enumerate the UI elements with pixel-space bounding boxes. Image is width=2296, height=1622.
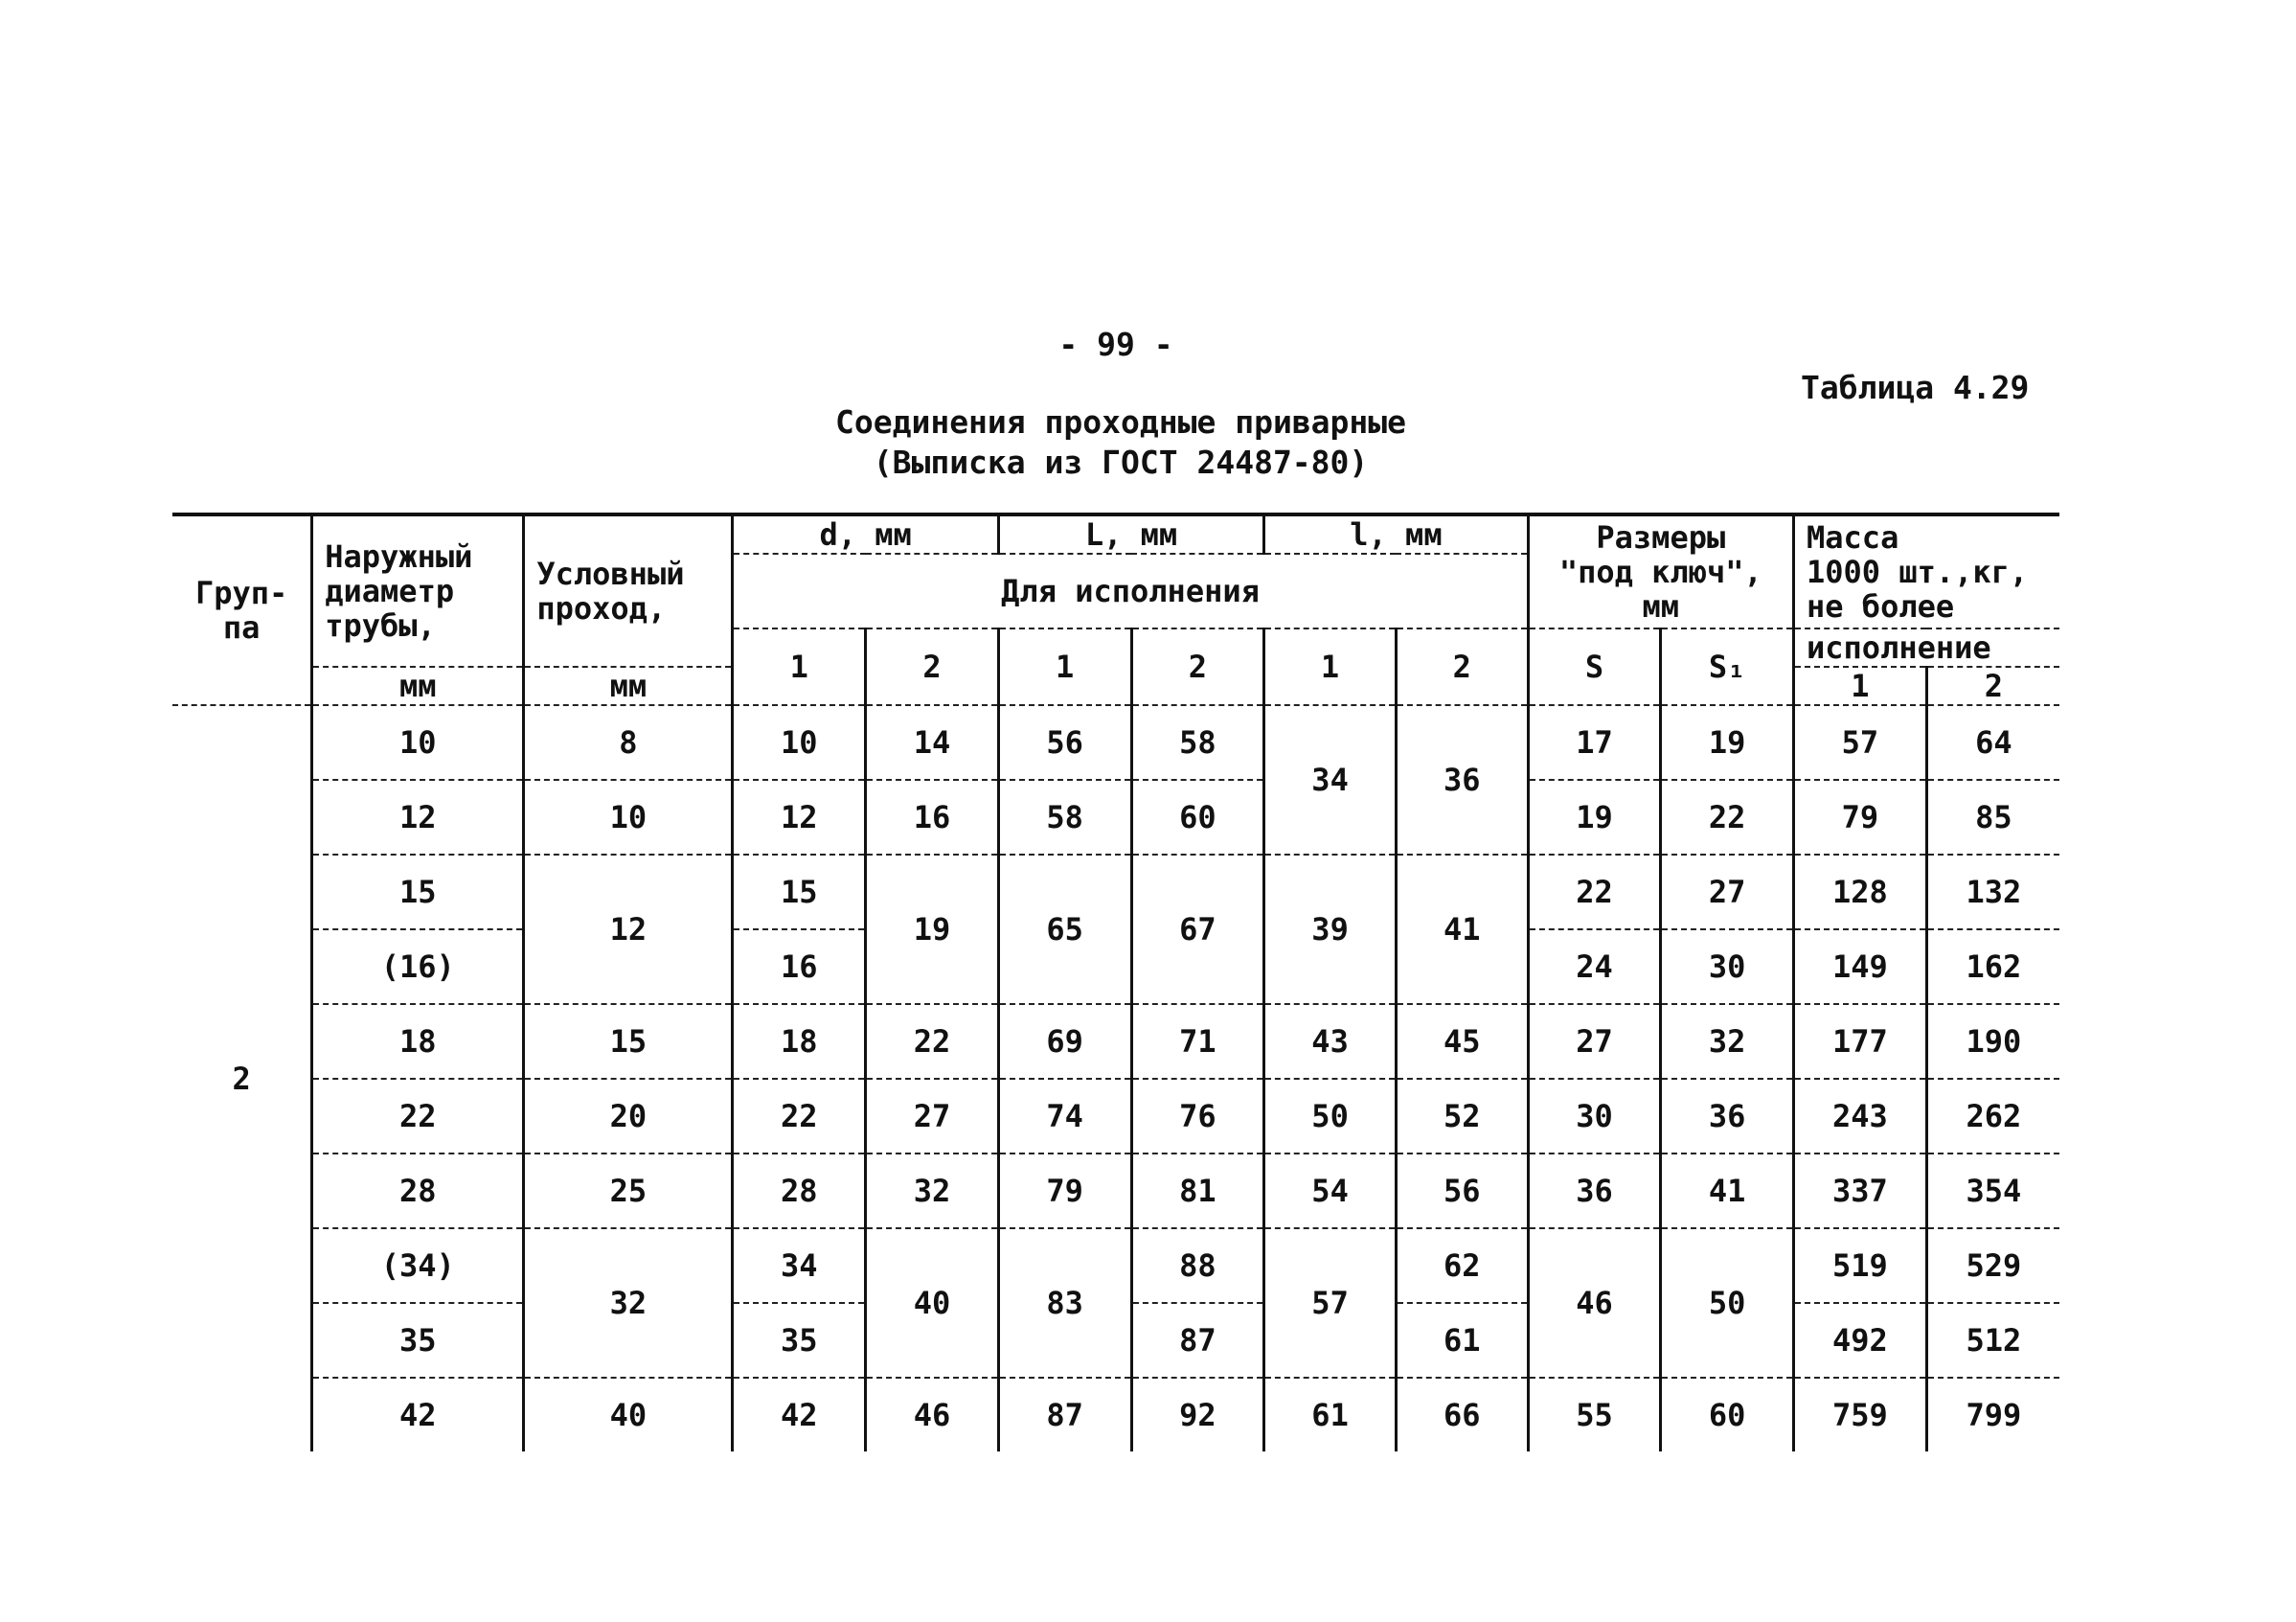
cell-l2: 62 [1396,1228,1528,1303]
cell-l1: 57 [1264,1228,1397,1378]
header-d: d, мм [733,516,998,554]
header-mass-2: 2 [1926,667,2059,705]
cell-S: 24 [1528,929,1661,1004]
header-key-sizes: Размеры "под ключ", мм [1528,516,1793,628]
cell-d1: 42 [733,1378,866,1451]
header-L-2: 2 [1131,628,1264,705]
header-for-version: Для исполнения [733,554,1528,628]
cell-mass2: 85 [1926,780,2059,855]
header-L: L, мм [998,516,1263,554]
cell-l2: 45 [1396,1004,1528,1079]
cell-mass2: 132 [1926,855,2059,929]
cell-L2: 60 [1131,780,1264,855]
cell-L1: 65 [998,855,1131,1004]
header-l-1: 1 [1264,628,1397,705]
cell-S: 27 [1528,1004,1661,1079]
cell-S1: 30 [1661,929,1794,1004]
cell-outer-diameter: (16) [312,929,524,1004]
cell-outer-diameter: (34) [312,1228,524,1303]
cell-mass1: 177 [1794,1004,1927,1079]
header-d-1: 1 [733,628,866,705]
cell-d2: 27 [866,1079,999,1154]
header-l-2: 2 [1396,628,1528,705]
cell-S: 46 [1528,1228,1661,1378]
cell-mass1: 149 [1794,929,1927,1004]
table-body [172,705,2059,1451]
cell-L1: 79 [998,1154,1131,1228]
cell-S: 17 [1528,705,1661,780]
cell-L2: 88 [1131,1228,1264,1303]
cell-S1: 36 [1661,1079,1794,1154]
header-mass-1: 1 [1794,667,1927,705]
header-l: l, мм [1264,516,1528,554]
cell-l2: 66 [1396,1378,1528,1451]
group-cell: 2 [232,1061,251,1097]
cell-d1: 10 [733,705,866,780]
cell-d1: 35 [733,1303,866,1378]
cell-L1: 83 [998,1228,1131,1378]
cell-d2: 46 [866,1378,999,1451]
cell-S1: 60 [1661,1378,1794,1451]
cell-d2: 14 [866,705,999,780]
cell-S: 22 [1528,855,1661,929]
cell-d1: 18 [733,1004,866,1079]
cell-S1: 41 [1661,1154,1794,1228]
cell-mass1: 759 [1794,1378,1927,1451]
cell-outer-diameter: 22 [312,1079,524,1154]
cell-l1: 54 [1264,1154,1397,1228]
cell-mass2: 512 [1926,1303,2059,1378]
header-d-2: 2 [866,628,999,705]
header-nominal-bore-unit: мм [524,667,733,705]
cell-d2: 16 [866,780,999,855]
cell-l2: 56 [1396,1154,1528,1228]
cell-S1: 32 [1661,1004,1794,1079]
cell-mass2: 262 [1926,1079,2059,1154]
cell-mass2: 190 [1926,1004,2059,1079]
header-nominal-bore: Условный проход, [524,516,733,667]
cell-mass1: 128 [1794,855,1927,929]
cell-L2: 76 [1131,1079,1264,1154]
cell-d2: 32 [866,1154,999,1228]
cell-nominal-bore: 20 [524,1079,733,1154]
cell-L2: 92 [1131,1378,1264,1451]
cell-S1: 27 [1661,855,1794,929]
cell-L2: 67 [1131,855,1264,1004]
header-outer-diameter: Наружный диаметр трубы, [312,516,524,667]
page-number: - 99 - [1058,326,1173,363]
cell-L1: 56 [998,705,1131,780]
cell-S: 55 [1528,1378,1661,1451]
cell-outer-diameter: 35 [312,1303,524,1378]
cell-l2: 52 [1396,1079,1528,1154]
cell-nominal-bore: 40 [524,1378,733,1451]
cell-l1: 61 [1264,1378,1397,1451]
cell-mass2: 162 [1926,929,2059,1004]
cell-L2: 58 [1131,705,1264,780]
cell-mass1: 79 [1794,780,1927,855]
cell-mass1: 492 [1794,1303,1927,1378]
header-outer-diameter-unit: мм [312,667,524,705]
header-S1: S₁ [1661,628,1794,705]
cell-L1: 87 [998,1378,1131,1451]
cell-S1: 19 [1661,705,1794,780]
cell-l2: 41 [1396,855,1528,1004]
cell-mass1: 337 [1794,1154,1927,1228]
cell-d2: 19 [866,855,999,1004]
cell-L2: 87 [1131,1303,1264,1378]
cell-outer-diameter: 28 [312,1154,524,1228]
header-L-1: 1 [998,628,1131,705]
cell-l2: 36 [1396,705,1528,855]
cell-nominal-bore: 15 [524,1004,733,1079]
cell-nominal-bore: 10 [524,780,733,855]
cell-l2: 61 [1396,1303,1528,1378]
cell-outer-diameter: 10 [312,705,524,780]
cell-L1: 69 [998,1004,1131,1079]
cell-outer-diameter: 42 [312,1378,524,1451]
table-label: Таблица 4.29 [1801,369,2030,406]
cell-S1: 50 [1661,1228,1794,1378]
cell-d2: 22 [866,1004,999,1079]
fittings-table [172,516,2059,1451]
cell-d1: 16 [733,929,866,1004]
cell-outer-diameter: 15 [312,855,524,929]
cell-d1: 15 [733,855,866,929]
cell-nominal-bore: 32 [524,1228,733,1378]
cell-mass2: 64 [1926,705,2059,780]
header-version: исполнение [1794,628,2060,667]
cell-L2: 81 [1131,1154,1264,1228]
cell-L2: 71 [1131,1004,1264,1079]
header-S: S [1528,628,1661,705]
cell-outer-diameter: 12 [312,780,524,855]
cell-d1: 34 [733,1228,866,1303]
cell-mass1: 57 [1794,705,1927,780]
cell-mass2: 529 [1926,1228,2059,1303]
cell-nominal-bore: 8 [524,705,733,780]
cell-outer-diameter: 18 [312,1004,524,1079]
table-header [172,516,2059,705]
cell-l1: 43 [1264,1004,1397,1079]
cell-nominal-bore: 25 [524,1154,733,1228]
cell-L1: 58 [998,780,1131,855]
cell-d1: 12 [733,780,866,855]
title-line-2: (Выписка из ГОСТ 24487-80) [873,444,1369,481]
cell-l1: 50 [1264,1079,1397,1154]
table-title [738,402,1504,483]
cell-l1: 39 [1264,855,1397,1004]
cell-S: 30 [1528,1079,1661,1154]
cell-mass1: 243 [1794,1079,1927,1154]
cell-L1: 74 [998,1079,1131,1154]
cell-d2: 40 [866,1228,999,1378]
header-mass: Масса 1000 шт.,кг, не более [1794,516,2060,628]
cell-mass1: 519 [1794,1228,1927,1303]
cell-mass2: 799 [1926,1378,2059,1451]
title-line-1: Соединения проходные приварные [834,403,1407,441]
cell-S: 19 [1528,780,1661,855]
cell-nominal-bore: 12 [524,855,733,1004]
header-group: Груп- па [172,516,312,705]
cell-d1: 22 [733,1079,866,1154]
cell-S: 36 [1528,1154,1661,1228]
cell-l1: 34 [1264,705,1397,855]
cell-mass2: 354 [1926,1154,2059,1228]
cell-d1: 28 [733,1154,866,1228]
cell-S1: 22 [1661,780,1794,855]
